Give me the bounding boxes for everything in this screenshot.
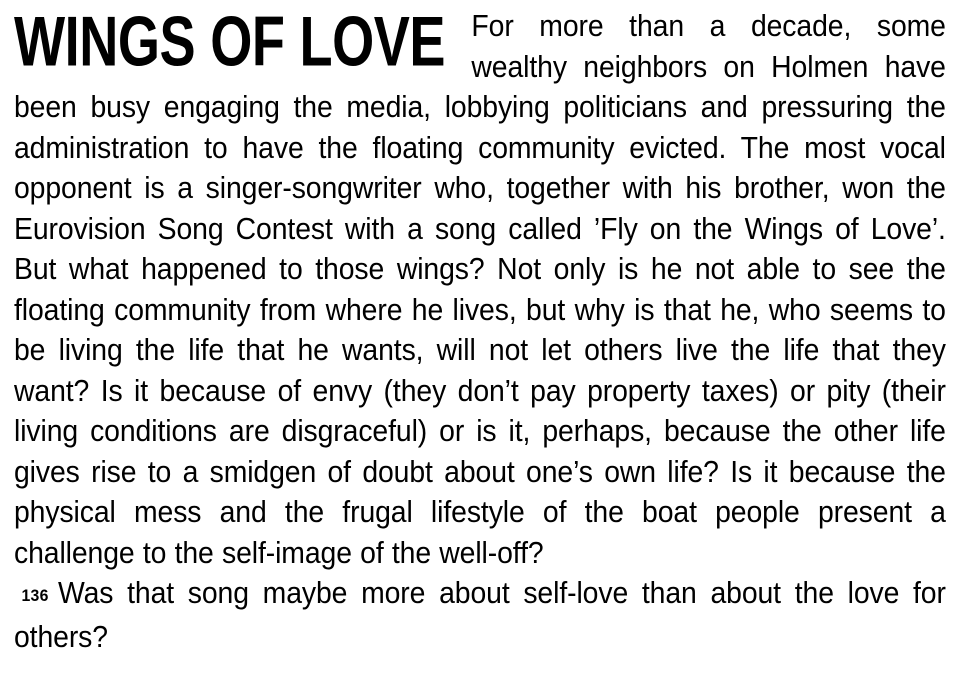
article-body-text: For more than a decade, some wealthy neighbors on Holmen have been busy engaging the media, lobbying politicians and pressuring the administration to have the floating community evicted. The most vocal opponent is a singer-songwriter who, together with his brother, won the Eurovision Song Contest with a song called ’Fly on the Wings of Love’. But what happened to those wings? Not only is he not able to see the floating community from where he lives, but why is that he, who seems to be living the life that he wants, will not let others live the life that they want? Is it because of envy (they don’t pay property taxes) or pity (their living conditions are disgraceful) or is it, perhaps, because the other life gives rise to a smidgen of doubt about one’s own life? Is it because the physical mess and the frugal lifestyle of the boat people present a challenge to the self-image of the well-off? xyxy=(14,9,946,570)
article-last-line-text: Was that song maybe more about self-love than about the love for others? xyxy=(14,576,946,654)
article-body-container xyxy=(14,1,946,698)
article-last-line xyxy=(14,573,946,698)
article-headline: WINGS OF LOVE xyxy=(14,1,446,81)
page-number: 136 xyxy=(21,586,49,605)
